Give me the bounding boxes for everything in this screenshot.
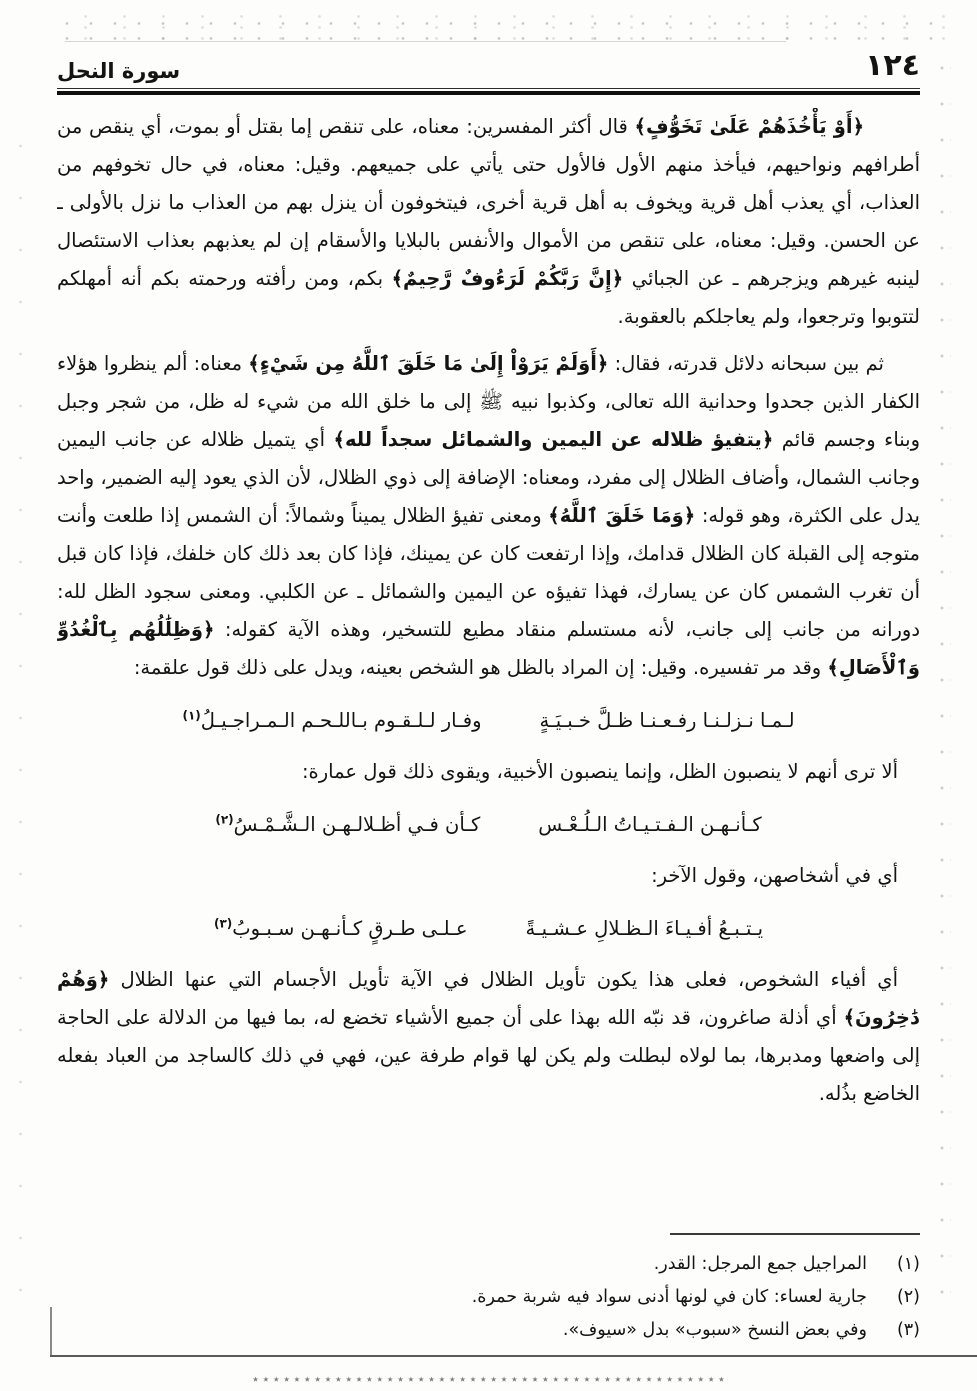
page-body [57, 108, 920, 1122]
page-number: ١٢٤ [865, 48, 920, 83]
poetry-verse [57, 806, 920, 844]
paragraph [57, 345, 920, 687]
page-edge-speckle-top [55, 14, 947, 42]
footnote-marker: (٢) [215, 812, 234, 827]
footnote-text: جارية لعساء: كان في لونها أدنى سواد فيه شربة حمرة. [471, 1287, 867, 1307]
footnotes-section [57, 1233, 920, 1347]
verse-first-hemistich: كـأنـهـن الـفـتـيـاتُ الـلُـعْـس [538, 813, 762, 836]
quran-quote: ﴿إِنَّ رَبَّكُمْ لَرَءُوفٌ رَّحِيمٌ﴾ [391, 267, 624, 290]
footnote-text: وفي بعض النسخ «سبوب» بدل «سيوف». [562, 1320, 867, 1340]
surah-title: سورة النحل [57, 59, 181, 83]
verse-second-hemistich: وفـار لـلـقـوم بـاللـحـم الـمـراجـيـلُ$^{(١)}$ [182, 708, 482, 732]
header-rule [57, 88, 920, 95]
body-text: أي أفياء الشخوص، فعلى هذا يكون تأويل الظلال في الآية تأويل الأجسام التي عنها الظلال [109, 968, 898, 991]
footnote-number: (٢) [896, 1287, 920, 1307]
footnote-number: (٣) [896, 1320, 920, 1340]
verse-second-hemistich: عـلـى طـرقٍ كـأنـهـن سـبـوبُ$^{(٣)}$ [213, 916, 468, 940]
verse-first-hemistich: لـمـا نـزلـنـا رفـعـنـا ظـلَّ خـبـيَـةٍ [539, 709, 795, 732]
paragraph [57, 961, 920, 1113]
verse-second-hemistich: كـأن فـي أظـلالـهـن الـشَّـمْـسُ$^{(٢)}$ [215, 812, 481, 836]
footnote-text: المراجيل جمع المرجل: القدر. [653, 1254, 867, 1274]
page-bottom-edge-line [50, 1355, 977, 1357]
quran-quote: ﴿أَوَلَمْ يَرَوْاْ إِلَىٰ مَا خَلَقَ ٱللَّهُ مِن شَيْءٍ﴾ [248, 352, 609, 375]
body-text: أي يتميل ظلاله عن جانب اليمين وجانب الشمال، وأضاف الظلال إلى مفرد، ومعناه: الإضافة إلى ذوي الظلال، لأن الذي يعود إليه الضمير، واحد يدل على الكثرة، وهو قوله: [57, 428, 920, 527]
body-text: معناه: ألم ينظروا هؤلاء الكفار الذين جحدوا وحدانية الله تعالى، وكذبوا نبيه ﷺ إلى ما خلق الله من شيء له ظل، من شجر وجبل وبناء وجسم قائم [57, 352, 920, 451]
quran-quote: ﴿وَظِلَٰلُهُم بِٱلْغُدُوِّ وَٱلْأَصَالِ﴾ [57, 618, 920, 679]
page-header [57, 48, 920, 83]
poetry-verse [57, 910, 920, 948]
quran-quote: ﴿يتفيؤ ظلاله عن اليمين والشمائل سجداً لله﴾ [333, 428, 774, 451]
quran-quote: ﴿أَوْ يَأْخُذَهُمْ عَلَىٰ تَخَوُّفٍ﴾ [634, 115, 864, 138]
footnote-row [57, 1248, 920, 1281]
body-text: ألا ترى أنهم لا ينصبون الظل، وإنما ينصبون الأخبية، ويقوى ذلك قول عمارة: [301, 760, 898, 783]
poetry-verse [57, 702, 920, 740]
body-text: قال أكثر المفسرين: معناه، على تنقص إما بقتل أو بموت، أي ينقص من أطرافهم ونواحيهم، فيأخذ منهم الأول فالأول حتى يأتي على جميعهم. وقيل: معناه، في حال تخوفهم من العذاب، أي يعذب أهل قرية ويخوف به أهل قرية أخرى، فيتخوفون أن ينزل بهم من العذاب ما نزل بالأولى ـ عن الحسن. وقيل: معناه، على تنقص من الأموال والأنفس بالبلايا والأسقام إن لم يعذبهم بعذاب الاستئصال لينبه غيرهم ويزجرهم ـ عن الجبائي [57, 115, 920, 290]
paragraph [57, 857, 920, 895]
footnote-marker: (٣) [213, 916, 233, 931]
page-edge-speckle-right [937, 50, 951, 1321]
paragraph [57, 108, 920, 336]
verse-first-hemistich: يـتـبـعُ أفـيـاءَ الـظـلالِ عـشـيـةً [525, 917, 764, 940]
page-edge-speckle-left [16, 120, 28, 1301]
footnote-row [57, 1314, 920, 1347]
paragraph [57, 753, 920, 791]
footnote-row [57, 1281, 920, 1314]
body-text: وقد مر تفسيره. وقيل: إن المراد بالظل هو الشخص بعينه، ويدل على ذلك قول علقمة: [133, 656, 828, 679]
body-text: بكم، ومن رأفته ورحمته بكم أنه أمهلكم لتتوبوا وترجعوا، ولم يعاجلكم بالعقوبة. [57, 267, 920, 328]
body-text: ثم بين سبحانه دلائل قدرته، فقال: [608, 352, 884, 375]
quran-quote: ﴿وَهُمْ دَٰخِرُونَ﴾ [57, 968, 920, 1029]
footnote-separator [670, 1233, 920, 1235]
page-bottom-ornament-row: ٭ ٭ ٭ ٭ ٭ ٭ ٭ ٭ ٭ ٭ ٭ ٭ ٭ ٭ ٭ ٭ ٭ ٭ ٭ ٭ ٭ ٭ ٭ ٭ ٭ ٭ ٭ ٭ ٭ ٭ ٭ ٭ ٭ ٭ ٭ ٭ ٭ ٭ ٭ ٭ ٭ ٭ ٭ ٭ ٭ ٭ [252, 1372, 725, 1386]
page-bottom-edge-notch [50, 1307, 52, 1357]
body-text: أي في أشخاصهن، وقول الآخر: [651, 864, 898, 887]
footnote-number: (١) [896, 1254, 920, 1274]
body-text: ومعنى تفيؤ الظلال يميناً وشمالاً: أن الشمس إذا طلعت وأنت متوجه إلى القبلة كان الظلال قدامك، وإذا ارتفعت كان عن يمينك، فإذا كان بعد ذلك كان خلفك، فإذا كان قبل أن تغرب الشمس كان عن يسارك، فهذا تفيؤه عن اليمين والشمائل ـ عن الكلبي. ومعنى سجود الظل لله: دورانه من جانب إلى جانب، لأنه مستسلم منقاد مطيع للتسخير، وهذه الآية كقوله: [57, 504, 920, 641]
quran-quote: ﴿وَمَا خَلَقَ ٱللَّهُ﴾ [548, 504, 696, 527]
footnote-marker: (١) [182, 708, 201, 723]
body-text: أي أذلة صاغرون، قد نبّه الله بهذا على أن جميع الأشياء تخضع له، بما فيها من الدلالة على الحاجة إلى واضعها ومدبرها، بما لولاه لبطلت ولم يكن لها قوام طرفة عين، فهي في ذلك كالساجد من العباد بفعله الخاضع بذُله. [57, 1006, 920, 1105]
